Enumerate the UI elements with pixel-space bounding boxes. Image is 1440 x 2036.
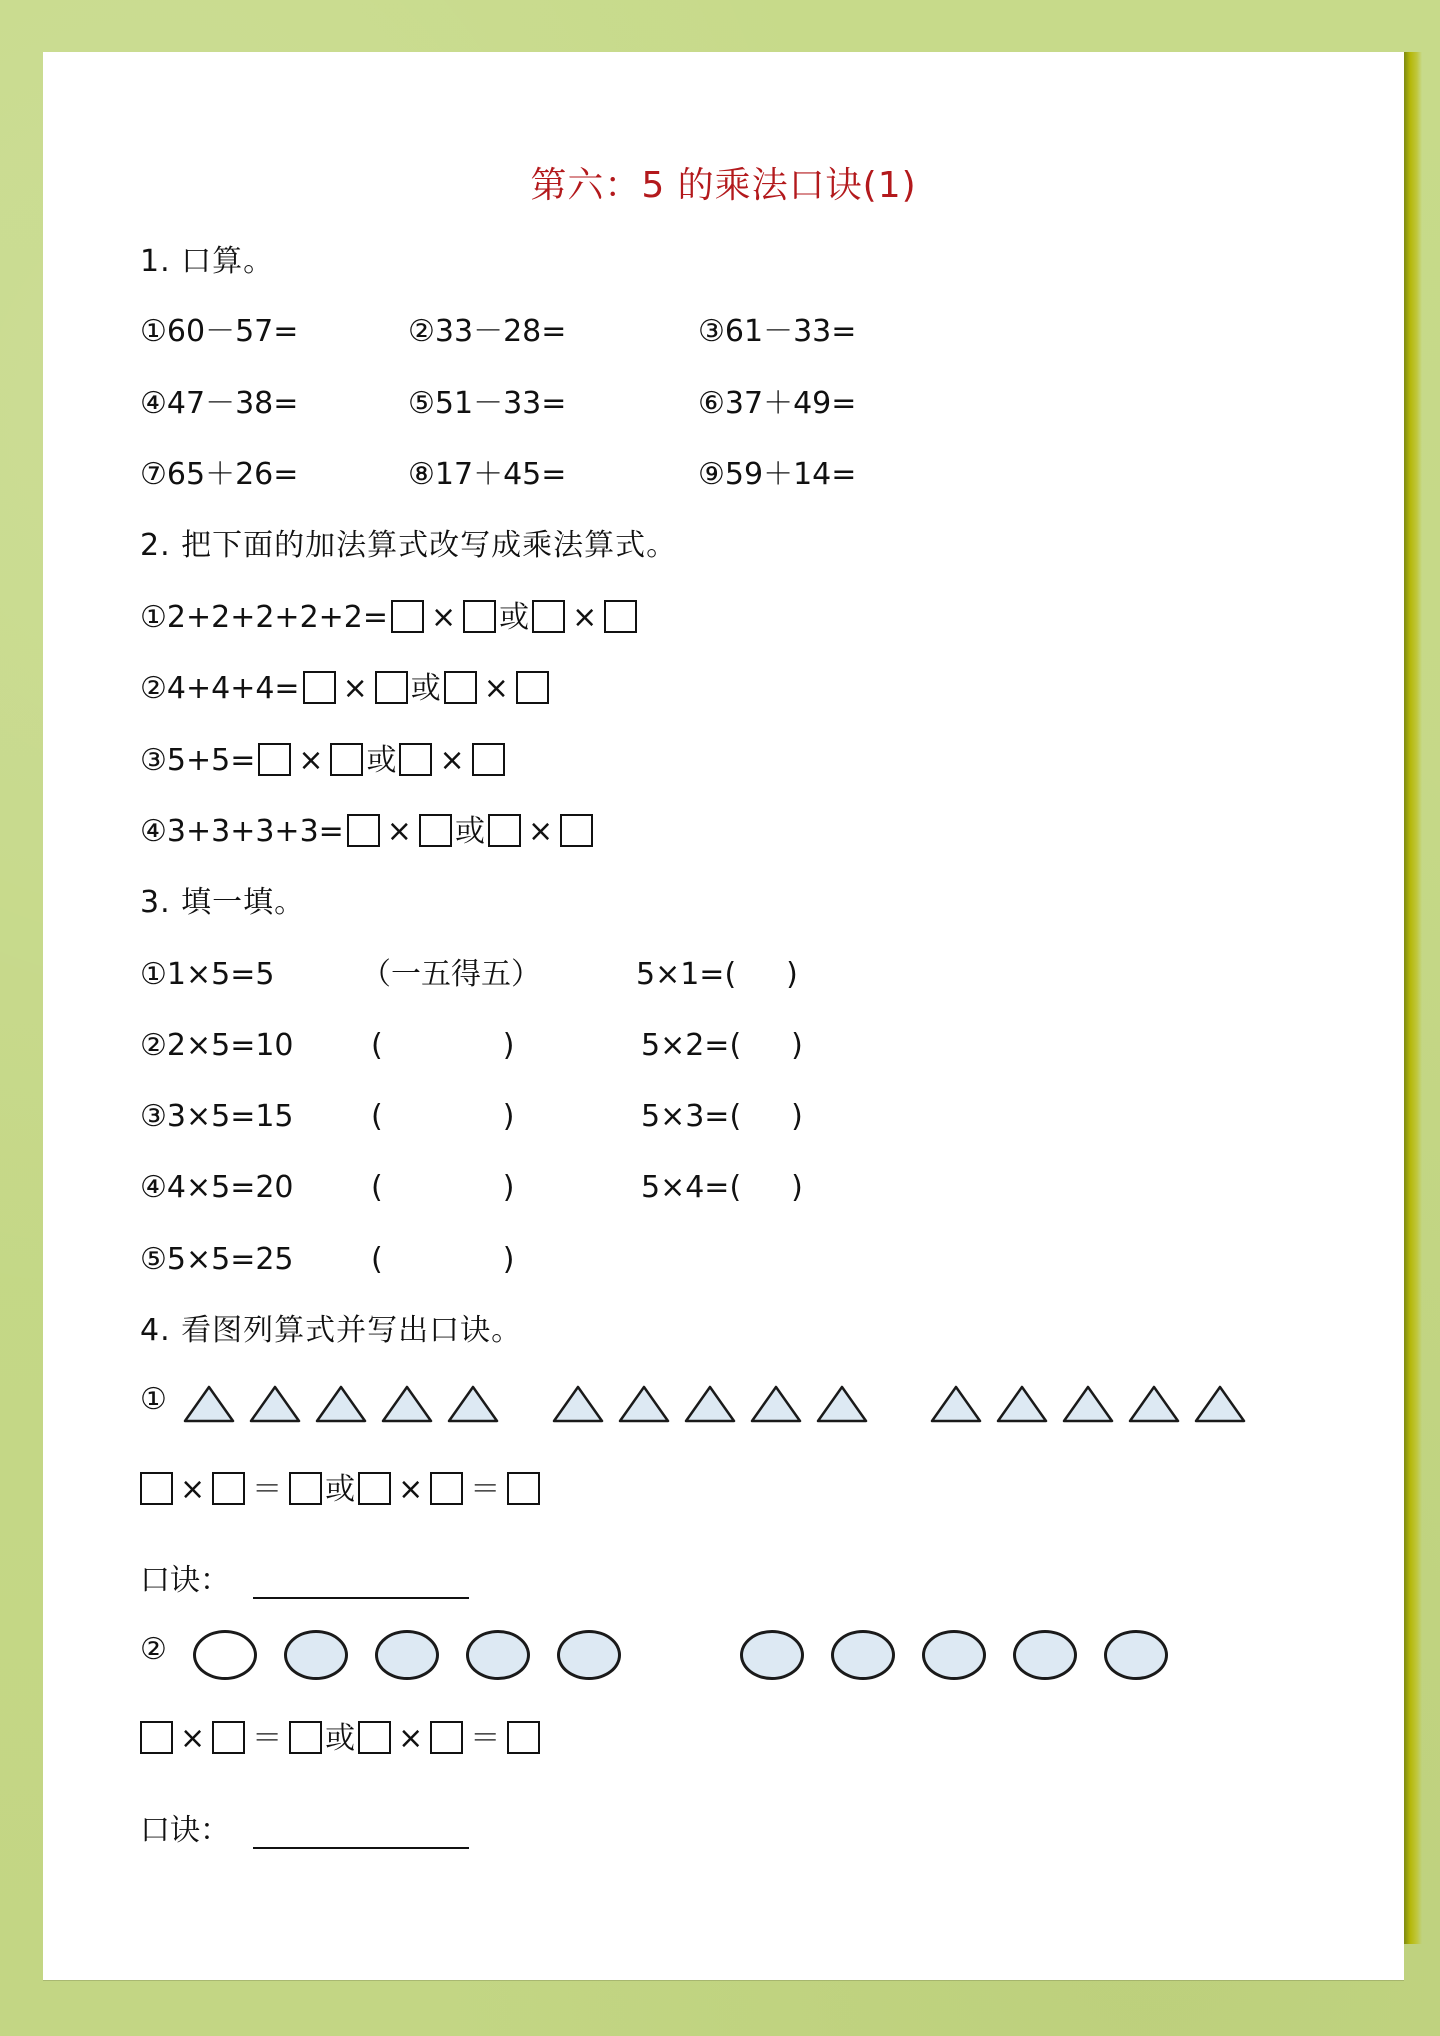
or-label: 或 <box>454 814 485 849</box>
section1-problem-9: ⑨59＋14= <box>698 457 857 492</box>
worksheet-title: 第六：5 的乘法口诀(1) <box>530 165 917 206</box>
answer-box[interactable] <box>532 600 565 633</box>
equals-sign: ＝ <box>252 1721 283 1756</box>
answer-box[interactable] <box>289 1472 322 1505</box>
triangle-icon <box>816 1385 868 1423</box>
triangle-icon <box>381 1385 433 1423</box>
section1-problem-7: ⑦65＋26= <box>140 457 299 492</box>
paren-close: ) <box>791 1028 803 1063</box>
section2-heading: 2. 把下面的加法算式改写成乘法算式。 <box>140 528 678 563</box>
section2-item-1 <box>140 600 640 636</box>
equals-sign: ＝ <box>252 1472 283 1507</box>
times-sign: × <box>527 814 554 849</box>
section1-problem-4: ④47－38= <box>140 386 299 421</box>
section3-rhyme-4 <box>371 1170 514 1206</box>
section3-rev-4 <box>641 1170 803 1206</box>
times-sign: × <box>180 1721 206 1756</box>
times-sign: × <box>180 1472 206 1507</box>
answer-box[interactable] <box>140 1721 173 1754</box>
paren-close: ) <box>502 1028 515 1063</box>
answer-box[interactable] <box>347 814 380 847</box>
oval-icon <box>1013 1630 1077 1680</box>
paren-close: ) <box>502 1170 515 1205</box>
times-sign: × <box>572 600 598 635</box>
triangle-icon <box>447 1385 499 1423</box>
item-expression: ②4+4+4= <box>140 671 300 706</box>
problem1-label: ① <box>140 1382 167 1417</box>
paren-close: ) <box>502 1242 515 1277</box>
section1-problem-5: ⑤51－33= <box>408 386 567 421</box>
section4-heading: 4. 看图列算式并写出口诀。 <box>140 1313 523 1348</box>
paren-close: ) <box>502 1099 515 1134</box>
oval-icon <box>193 1630 257 1680</box>
or-label: 或 <box>325 1721 356 1756</box>
paren-open: ( <box>371 1170 383 1205</box>
reverse-eq: 5×3=( <box>641 1099 742 1134</box>
section3-rev-1 <box>636 957 798 993</box>
section3-rhyme-3 <box>371 1099 514 1135</box>
answer-box[interactable] <box>303 671 336 704</box>
answer-box[interactable] <box>488 814 521 847</box>
answer-box[interactable] <box>430 1721 463 1754</box>
triangle-icon <box>552 1385 604 1423</box>
times-sign: × <box>342 671 368 706</box>
problem1-rhyme-blank[interactable] <box>253 1597 469 1599</box>
times-sign: × <box>398 1472 424 1507</box>
section3-eq-5: ⑤5×5=25 <box>140 1242 294 1277</box>
equals-sign: ＝ <box>470 1472 501 1507</box>
triangle-icon <box>183 1385 235 1423</box>
or-label: 或 <box>499 600 530 635</box>
problem1-equation <box>140 1472 543 1508</box>
paren-open: ( <box>371 1242 383 1277</box>
answer-box[interactable] <box>463 600 496 633</box>
triangle-icon <box>930 1385 982 1423</box>
answer-box[interactable] <box>258 743 291 776</box>
answer-box[interactable] <box>444 671 477 704</box>
section3-eq-1: ①1×5=5 <box>140 957 275 992</box>
item-expression: ③5+5= <box>140 743 256 778</box>
answer-box[interactable] <box>212 1472 245 1505</box>
oval-icon <box>557 1630 621 1680</box>
answer-box[interactable] <box>399 743 432 776</box>
paren-close: ) <box>791 1170 803 1205</box>
problem2-rhyme-blank[interactable] <box>253 1847 469 1849</box>
times-sign: × <box>398 1721 424 1756</box>
times-sign: × <box>439 743 465 778</box>
answer-box[interactable] <box>358 1721 391 1754</box>
paren-close: ) <box>786 957 798 992</box>
answer-box[interactable] <box>604 600 637 633</box>
answer-box[interactable] <box>289 1721 322 1754</box>
section3-rhyme-1 <box>361 957 541 993</box>
section1-problem-2: ②33－28= <box>408 314 567 349</box>
answer-box[interactable] <box>516 671 549 704</box>
answer-box[interactable] <box>330 743 363 776</box>
answer-box[interactable] <box>430 1472 463 1505</box>
answer-box[interactable] <box>472 743 505 776</box>
oval-icon <box>284 1630 348 1680</box>
times-sign: × <box>483 671 509 706</box>
or-label: 或 <box>325 1472 356 1507</box>
triangle-icon <box>1062 1385 1114 1423</box>
section3-rev-3 <box>641 1099 803 1135</box>
item-expression: ①2+2+2+2+2= <box>140 600 389 635</box>
section3-rhyme-5 <box>371 1242 514 1278</box>
answer-box[interactable] <box>507 1472 540 1505</box>
triangle-icon <box>249 1385 301 1423</box>
answer-box[interactable] <box>560 814 593 847</box>
answer-box[interactable] <box>140 1472 173 1505</box>
reverse-eq: 5×2=( <box>641 1028 742 1063</box>
section2-item-2 <box>140 671 552 707</box>
section2-item-4 <box>140 814 596 850</box>
answer-box[interactable] <box>391 600 424 633</box>
or-label: 或 <box>410 671 441 706</box>
problem1-rhyme-label: 口诀： <box>140 1563 230 1598</box>
answer-box[interactable] <box>375 671 408 704</box>
times-sign: × <box>298 743 324 778</box>
reverse-eq: 5×1=( <box>636 957 737 992</box>
paper-shadow <box>1404 52 1422 1944</box>
section1-problem-1: ①60－57= <box>140 314 299 349</box>
paren-open: （ <box>361 957 391 992</box>
triangle-icon <box>996 1385 1048 1423</box>
answer-box[interactable] <box>358 1472 391 1505</box>
section3-rev-2 <box>641 1028 803 1064</box>
oval-icon <box>740 1630 804 1680</box>
section3-heading: 3. 填一填。 <box>140 885 306 920</box>
answer-box[interactable] <box>419 814 452 847</box>
paren-close: ) <box>791 1099 803 1134</box>
section3-rhyme-2 <box>371 1028 514 1064</box>
section1-problem-6: ⑥37＋49= <box>698 386 857 421</box>
equals-sign: ＝ <box>470 1721 501 1756</box>
worksheet-paper <box>43 52 1404 1980</box>
triangle-icon <box>684 1385 736 1423</box>
section1-heading: 1. 口算。 <box>140 244 275 279</box>
paren-open: ( <box>371 1028 383 1063</box>
answer-box[interactable] <box>212 1721 245 1754</box>
oval-icon <box>831 1630 895 1680</box>
triangle-icon <box>315 1385 367 1423</box>
section1-problem-3: ③61－33= <box>698 314 857 349</box>
times-sign: × <box>431 600 457 635</box>
triangle-icon <box>618 1385 670 1423</box>
paren-open: ( <box>371 1099 383 1134</box>
oval-icon <box>375 1630 439 1680</box>
oval-icon <box>922 1630 986 1680</box>
or-label: 或 <box>366 743 397 778</box>
oval-icon <box>466 1630 530 1680</box>
triangle-icon <box>1194 1385 1246 1423</box>
section3-eq-3: ③3×5=15 <box>140 1099 294 1134</box>
triangle-icon <box>750 1385 802 1423</box>
section3-eq-2: ②2×5=10 <box>140 1028 294 1063</box>
times-sign: × <box>386 814 412 849</box>
oval-icon <box>1104 1630 1168 1680</box>
rhyme-text: 一五得五 <box>391 957 511 992</box>
answer-box[interactable] <box>507 1721 540 1754</box>
problem2-label: ② <box>140 1632 167 1667</box>
section2-item-3 <box>140 743 508 779</box>
reverse-eq: 5×4=( <box>641 1170 742 1205</box>
item-expression: ④3+3+3+3= <box>140 814 344 849</box>
triangle-icon <box>1128 1385 1180 1423</box>
section3-eq-4: ④4×5=20 <box>140 1170 294 1205</box>
section1-problem-8: ⑧17＋45= <box>408 457 567 492</box>
problem2-rhyme-label: 口诀： <box>140 1813 230 1848</box>
paren-close: ） <box>511 957 541 992</box>
problem2-equation <box>140 1721 543 1757</box>
